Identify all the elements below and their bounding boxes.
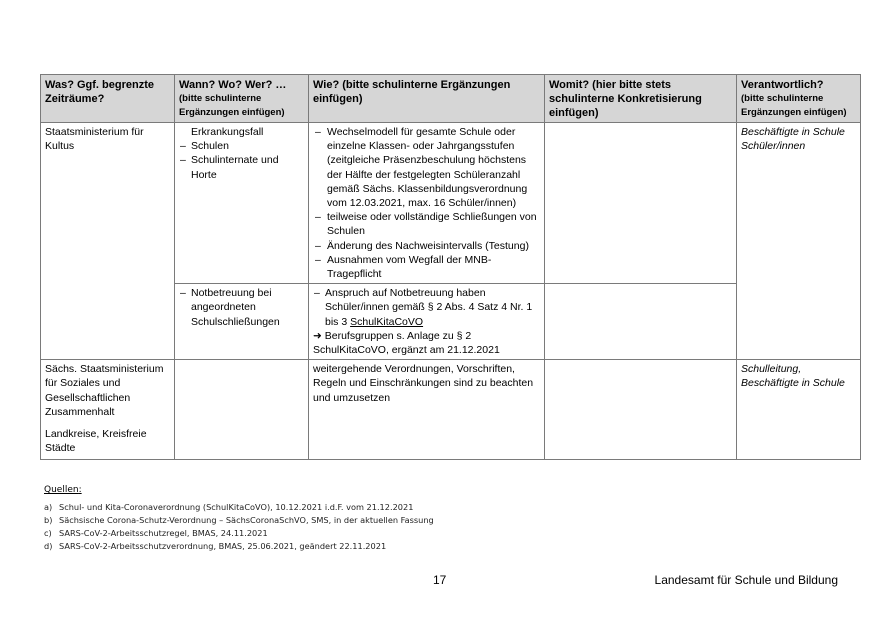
footer-organization: Landesamt für Schule und Bildung (654, 573, 838, 587)
cell-wann-erkrankung (175, 123, 309, 284)
cell-verantwortlich-kultus (737, 123, 861, 360)
list-item: c) SARS-CoV-2-Arbeitsschutzregel, BMAS, 24.11.2021 (44, 528, 268, 538)
header-wann-sub: (bitte schulinterne Ergänzungen einfügen) (179, 93, 285, 118)
wie-notbetreuung-list (313, 286, 541, 329)
sources-list (44, 501, 744, 553)
schulkitacovo-link[interactable]: SchulKitaCoVO (350, 315, 424, 328)
header-verantwortlich-main: Verantwortlich? (741, 79, 824, 91)
table-row (41, 360, 861, 460)
list-item (313, 286, 541, 329)
arrow-right-icon: ➜ (313, 329, 322, 342)
header-was: Was? Ggf. begrenzte Zeiträume? (41, 75, 175, 123)
cell-was-kultus: Staatsministerium für Kultus (41, 123, 175, 360)
sources-title: Quellen: (44, 485, 82, 495)
list-item: a) Schul- und Kita-Coronaverordnung (SchulKitaCoVO), 10.12.2021 i.d.F. vom 21.12.2021 (44, 502, 414, 512)
list-item: – Schulinternate und Horte (179, 153, 305, 181)
page-number: 17 (433, 573, 447, 587)
measures-table (40, 74, 861, 460)
list-item: – Schulen (179, 139, 305, 153)
berufsgruppen-text: Berufsgruppen s. Anlage zu § 2 SchulKitaCoVO, ergänzt am 21.12.2021 (313, 329, 500, 357)
list-item: – Änderung des Nachweisintervalls (Testung) (313, 239, 541, 253)
header-womit: Womit? (hier bitte stets schulinterne Konkretisierung einfügen) (545, 75, 737, 123)
header-verantwortlich (737, 75, 861, 123)
was-soziales-line: Sächs. Staatsministerium für Soziales und Gesellschaftlichen Zusammenhalt (45, 363, 164, 418)
wann-first-line: Erkrankungsfall (191, 126, 264, 138)
list-item: – Ausnahmen vom Wegfall der MNB-Tragepflicht (313, 253, 541, 281)
cell-wann-notbetreuung (175, 284, 309, 360)
header-verantwortlich-sub: (bitte schulinterne Ergänzungen einfügen) (741, 93, 847, 118)
header-wie: Wie? (bitte schulinterne Ergänzungen einfügen) (309, 75, 545, 123)
verantwortlich-line-1: Beschäftigte in Schule (741, 126, 845, 138)
header-wann-main: Wann? Wo? Wer? … (179, 79, 287, 91)
cell-womit-empty-3 (545, 360, 737, 460)
table-header-row (41, 75, 861, 123)
cell-verantwortlich-soziales: Schulleitung, Beschäftigte in Schule (737, 360, 861, 460)
cell-wann-empty (175, 360, 309, 460)
cell-was-soziales (41, 360, 175, 460)
list-item: – teilweise oder vollständige Schließungen von Schulen (313, 210, 541, 238)
verantwortlich-line-2: Schüler/innen (741, 140, 806, 153)
list-item: – Notbetreuung bei angeordneten Schulschließungen (179, 286, 305, 329)
cell-womit-empty (545, 123, 737, 284)
sources-section (44, 485, 744, 553)
table-row (41, 123, 861, 284)
header-wann (175, 75, 309, 123)
list-item: b) Sächsische Corona-Schutz-Verordnung – SächsCoronaSchVO, SMS, in der aktuellen Fassung (44, 515, 434, 525)
list-item: d) SARS-CoV-2-Arbeitsschutzverordnung, BMAS, 25.06.2021, geändert 22.11.2021 (44, 541, 387, 551)
cell-womit-empty-2 (545, 284, 737, 360)
wann-notbetreuung-list (179, 286, 305, 329)
cell-wie-massnahmen (309, 123, 545, 284)
was-landkreise-line: Landkreise, Kreisfreie Städte (45, 428, 147, 455)
cell-wie-notbetreuung (309, 284, 545, 360)
notbetreuung-text: Anspruch auf Notbetreuung haben Schüler/innen gemäß § 2 Abs. 4 Satz 4 Nr. 1 bis 3 (325, 287, 533, 328)
list-item: – Wechselmodell für gesamte Schule oder einzelne Klassen- oder Jahrgangsstufen (zeitgleiche Präsenzbeschulung höchstens der Hälfte der festgelegten Schüleranzahl gemäß Sächs. Klassenbildungsverordnung vom 12.03.2021, max. 16 Schüler/innen) (313, 125, 541, 210)
cell-wie-verordnungen: weitergehende Verordnungen, Vorschriften, Regeln und Einschränkungen sind zu beachten und umzusetzen (309, 360, 545, 460)
berufsgruppen-line (313, 329, 541, 357)
wie-list (313, 125, 541, 281)
wann-list (179, 139, 305, 182)
